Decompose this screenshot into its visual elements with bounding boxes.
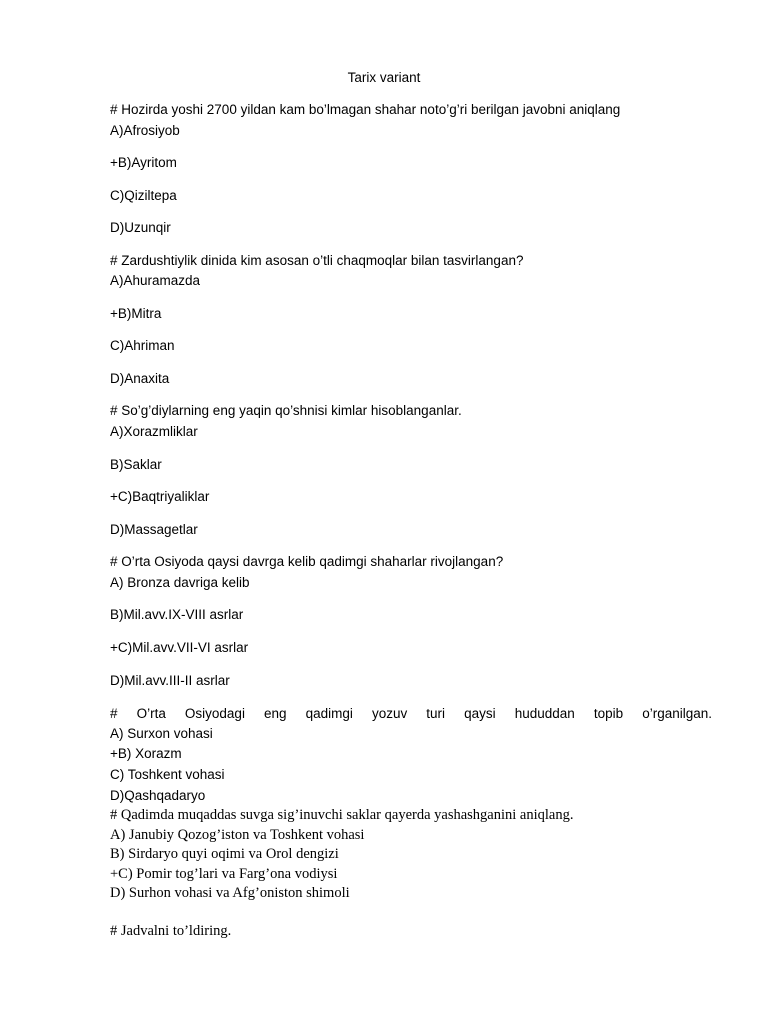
question-5-option-c: C) Toshkent vohasi (110, 767, 225, 782)
question-6-option-d: D) Surhon vohasi va Afg’oniston shimoli (110, 885, 350, 901)
question-3-text: # So’g’diylarning eng yaqin qo’shnisi kimlar hisoblanganlar. (110, 403, 462, 418)
page-title: Tarix variant (347, 70, 421, 85)
question-4-option-a: A) Bronza davriga kelib (110, 575, 250, 590)
question-1-option-b: +B)Ayritom (110, 155, 177, 170)
question-5-word: O’rta (136, 706, 166, 721)
question-5-word: qadimgi (305, 706, 353, 721)
question-5-word: turi (426, 706, 446, 721)
question-5-word: yozuv (371, 706, 408, 721)
question-4-text: # O’rta Osiyoda qaysi davrga kelib qadimgi shaharlar rivojlangan? (110, 554, 504, 569)
question-6-option-a: A) Janubiy Qozog’iston va Toshkent vohasi (110, 827, 365, 843)
question-5-word: # (110, 706, 118, 721)
question-5-option-a: A) Surxon vohasi (110, 726, 213, 741)
question-1-text: # Hozirda yoshi 2700 yildan kam bo’lmagan shahar noto’g’ri berilgan javobni aniqlang (110, 102, 621, 117)
question-2-option-d: D)Anaxita (110, 371, 170, 386)
question-5-word: eng (264, 706, 287, 721)
question-6-text: # Qadimda muqaddas suvga sig’inuvchi saklar qayerda yashashganini aniqlang. (110, 807, 574, 823)
question-5-text (110, 704, 712, 724)
question-5-word: qaysi (464, 706, 496, 721)
question-2-option-a: A)Ahuramazda (110, 273, 201, 288)
question-1-option-a: A)Afrosiyob (110, 123, 180, 138)
question-3-option-c: +C)Baqtriyaliklar (110, 489, 210, 504)
question-6-option-b: B) Sirdaryo quyi oqimi va Orol dengizi (110, 846, 339, 862)
question-2-option-c: C)Ahriman (110, 338, 175, 353)
question-3-option-a: A)Xorazmliklar (110, 424, 198, 439)
question-4-option-b: B)Mil.avv.IX-VIII asrlar (110, 607, 244, 622)
question-3-option-d: D)Massagetlar (110, 522, 198, 537)
question-4-option-c: +C)Mil.avv.VII-VI asrlar (110, 640, 249, 655)
question-4-option-d: D)Mil.avv.III-II asrlar (110, 673, 230, 688)
question-5-option-d: D)Qashqadaryo (110, 788, 206, 803)
question-1-option-d: D)Uzunqir (110, 220, 171, 235)
question-1-option-c: C)Qiziltepa (110, 188, 177, 203)
question-3-option-b: B)Saklar (110, 457, 162, 472)
question-5-word: hududdan (514, 706, 575, 721)
question-5-option-b: +B) Xorazm (110, 746, 182, 761)
question-2-option-b: +B)Mitra (110, 306, 162, 321)
question-5-word: o’rganilgan. (642, 706, 712, 721)
question-5-word: Osiyodagi (184, 706, 245, 721)
question-5-word: topib (593, 706, 624, 721)
question-6-option-c: +C) Pomir tog’lari va Farg’ona vodiysi (110, 866, 338, 882)
question-7-text: # Jadvalni to’ldiring. (110, 923, 232, 939)
question-2-text: # Zardushtiylik dinida kim asosan o’tli chaqmoqlar bilan tasvirlangan? (110, 253, 524, 268)
